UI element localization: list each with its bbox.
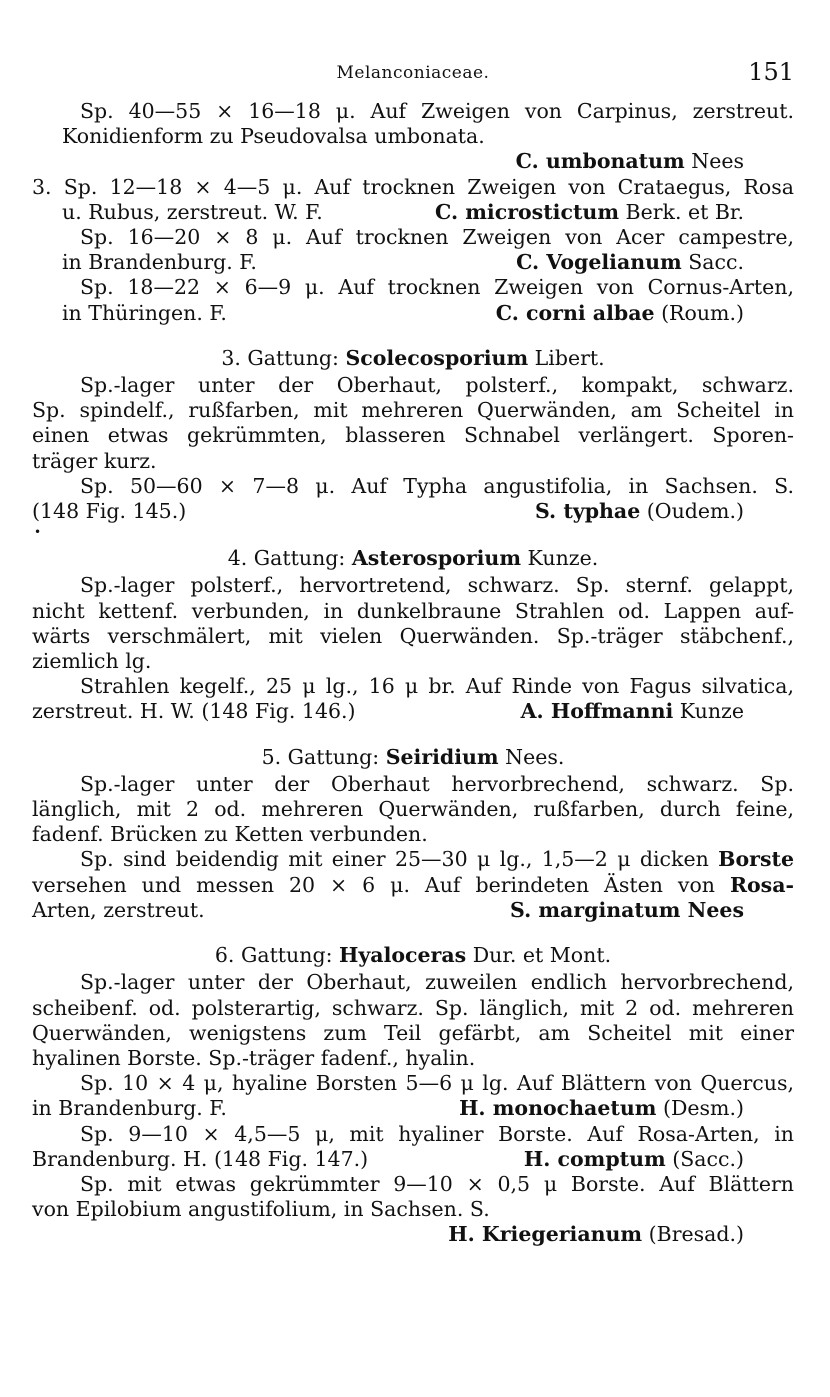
text-line: Sp. 16—20 × 8 μ. Auf trocknen Zweigen von Acer campestre,: [80, 225, 794, 250]
text-line: Sp.-lager polsterf., hervortretend, schwarz. Sp. sternf. gelappt,: [80, 573, 794, 598]
genus-name: Seiridium: [385, 744, 499, 769]
text-line: [32, 847, 794, 872]
page-header: [32, 55, 794, 99]
species-name: H. monochaetum: [459, 1096, 657, 1121]
text-line: Querwänden, wenigstens zum Teil gefärbt, am Scheitel mit einer: [32, 1020, 794, 1045]
text-fragment: (148 Fig. 145.): [32, 499, 187, 524]
species-name-line: [521, 699, 794, 724]
text-line: [32, 200, 794, 225]
text-line: fadenf. Brücken zu Ketten verbunden.: [32, 822, 428, 847]
text-line: [32, 699, 794, 724]
page: [32, 55, 794, 1248]
heading-prefix: 5. Gattung:: [261, 744, 386, 769]
species-name: C. microstictum: [435, 199, 620, 224]
genus-heading: [32, 546, 794, 571]
species-author: (Roum.): [654, 300, 744, 325]
text-line: Sp. spindelf., rußfarben, mit mehreren Querwänden, am Scheitel in: [32, 398, 794, 423]
text-fragment: Arten, zerstreut.: [32, 897, 205, 922]
species-name: S. marginatum Nees: [510, 897, 744, 922]
heading-prefix: 6. Gattung:: [214, 943, 339, 968]
species-name-line: [535, 499, 794, 524]
species-author: (Desm.): [656, 1096, 744, 1121]
genus-author: Libert.: [528, 345, 605, 370]
text-line: 3. Sp. 12—18 × 4—5 μ. Auf trocknen Zweigen von Crataegus, Rosa: [32, 174, 794, 199]
text-line: hyalinen Borste. Sp.-träger fadenf., hyalin.: [32, 1045, 476, 1070]
text-fragment: u. Rubus, zerstreut. W. F.: [62, 199, 323, 224]
bold-term: Borste: [718, 847, 794, 872]
genus-name: Asterosporium: [351, 546, 522, 571]
text-line: Sp. 18—22 × 6—9 μ. Auf trocknen Zweigen von Cornus-Arten,: [80, 275, 794, 300]
text-line: scheibenf. od. polsterartig, schwarz. Sp. länglich, mit 2 od. mehreren: [32, 995, 794, 1020]
text-line: [32, 250, 794, 275]
genus-author: Kunze.: [521, 546, 599, 571]
text-line: Sp.-lager unter der Oberhaut hervorbrechend, schwarz. Sp.: [80, 771, 794, 796]
text-line: ziemlich lg.: [32, 649, 152, 674]
species-name: C. corni albae: [495, 300, 655, 325]
species-author: (Bresad.): [642, 1222, 744, 1247]
species-author: Berk. et Br.: [619, 199, 744, 224]
text-fragment: Brandenburg. H. (148 Fig. 147.): [32, 1146, 369, 1171]
genus-name: Scolecosporium: [345, 345, 529, 370]
text-line: nicht kettenf. verbunden, in dunkelbraune Strahlen od. Lappen auf-: [32, 598, 794, 623]
text-fragment: in Brandenburg. F.: [62, 250, 257, 275]
species-author: (Sacc.): [665, 1146, 744, 1171]
text-line: wärts verschmälert, mit vielen Querwänden. Sp.-träger stäbchenf.,: [32, 623, 794, 648]
species-name-line: [496, 301, 794, 326]
species-author: Nees: [684, 149, 744, 174]
text-line: [32, 873, 794, 898]
text-line: Konidienform zu Pseudovalsa umbonata.: [62, 124, 485, 149]
text-line: [32, 301, 794, 326]
genus-heading: [32, 346, 794, 371]
running-title: Melanconiaceae.: [336, 63, 490, 83]
page-number: 151: [748, 58, 794, 86]
text-line: [32, 898, 794, 923]
text-line: Sp. 40—55 × 16—18 μ. Auf Zweigen von Carpinus, zerstreut.: [80, 99, 794, 123]
species-name-line: [516, 250, 794, 275]
text-line: länglich, mit 2 od. mehreren Querwänden, rußfarben, durch feine,: [32, 797, 794, 822]
text-line: träger kurz.: [32, 448, 157, 473]
genus-author: Nees.: [498, 744, 565, 769]
text-fragment: in Brandenburg. F.: [32, 1096, 227, 1121]
species-name: H. comptum: [523, 1146, 666, 1171]
text-line: [32, 499, 794, 524]
species-name: H. Kriegerianum: [448, 1222, 643, 1247]
genus-heading: [32, 943, 794, 968]
text-line: von Epilobium angustifolium, in Sachsen. S.: [32, 1197, 490, 1222]
text-fragment: Sp. sind beidendig mit einer 25—30 μ lg., 1,5—2 μ dicken: [80, 847, 719, 872]
species-name-line: [459, 1096, 794, 1121]
text-line: Sp.-lager unter der Oberhaut, zuweilen endlich hervorbrechend,: [80, 970, 794, 995]
heading-prefix: 3. Gattung:: [221, 345, 346, 370]
text-line: Strahlen kegelf., 25 μ lg., 16 μ br. Auf Rinde von Fagus silvatica,: [80, 674, 794, 699]
species-name: S. typhae: [534, 499, 641, 524]
text-line: Sp.-lager unter der Oberhaut, polsterf., kompakt, schwarz.: [80, 373, 794, 398]
text-line: einen etwas gekrümmten, blasseren Schnabel verlängert. Sporen-: [32, 423, 794, 448]
species-name-line: [435, 200, 794, 225]
species-name: A. Hoffmanni: [520, 699, 674, 724]
text-fragment: zerstreut. H. W. (148 Fig. 146.): [32, 699, 356, 724]
species-author: (Oudem.): [640, 499, 744, 524]
heading-prefix: 4. Gattung:: [227, 546, 352, 571]
species-name: C. umbonatum: [515, 149, 685, 174]
text-line: [32, 1096, 794, 1121]
text-line: [32, 1147, 794, 1172]
text-line: Sp. mit etwas gekrümmter 9—10 × 0,5 μ Borste. Auf Blättern: [80, 1171, 794, 1196]
species-name: C. Vogelianum: [516, 250, 682, 275]
species-author: Sacc.: [681, 250, 744, 275]
bold-term: Rosa-: [729, 872, 794, 897]
genus-author: Dur. et Mont.: [466, 943, 612, 968]
stray-dot: •: [34, 525, 42, 540]
species-author: Kunze: [673, 699, 744, 724]
text-line: Sp. 50—60 × 7—8 μ. Auf Typha angustifolia, in Sachsen. S.: [80, 473, 794, 498]
genus-heading: [32, 745, 794, 770]
species-name-line: [524, 1147, 794, 1172]
text-line: Sp. 10 × 4 μ, hyaline Borsten 5—6 μ lg. Auf Blättern von Quercus,: [80, 1071, 794, 1096]
species-name-line: [32, 149, 794, 174]
species-name-line: [32, 1222, 794, 1247]
text-line: Sp. 9—10 × 4,5—5 μ, mit hyaliner Borste. Auf Rosa-Arten, in: [80, 1121, 794, 1146]
species-name-line: [510, 898, 794, 923]
text-fragment: versehen und messen 20 × 6 μ. Auf berindeten Ästen von: [32, 872, 730, 897]
text-fragment: in Thüringen. F.: [62, 300, 227, 325]
genus-name: Hyaloceras: [339, 943, 467, 968]
